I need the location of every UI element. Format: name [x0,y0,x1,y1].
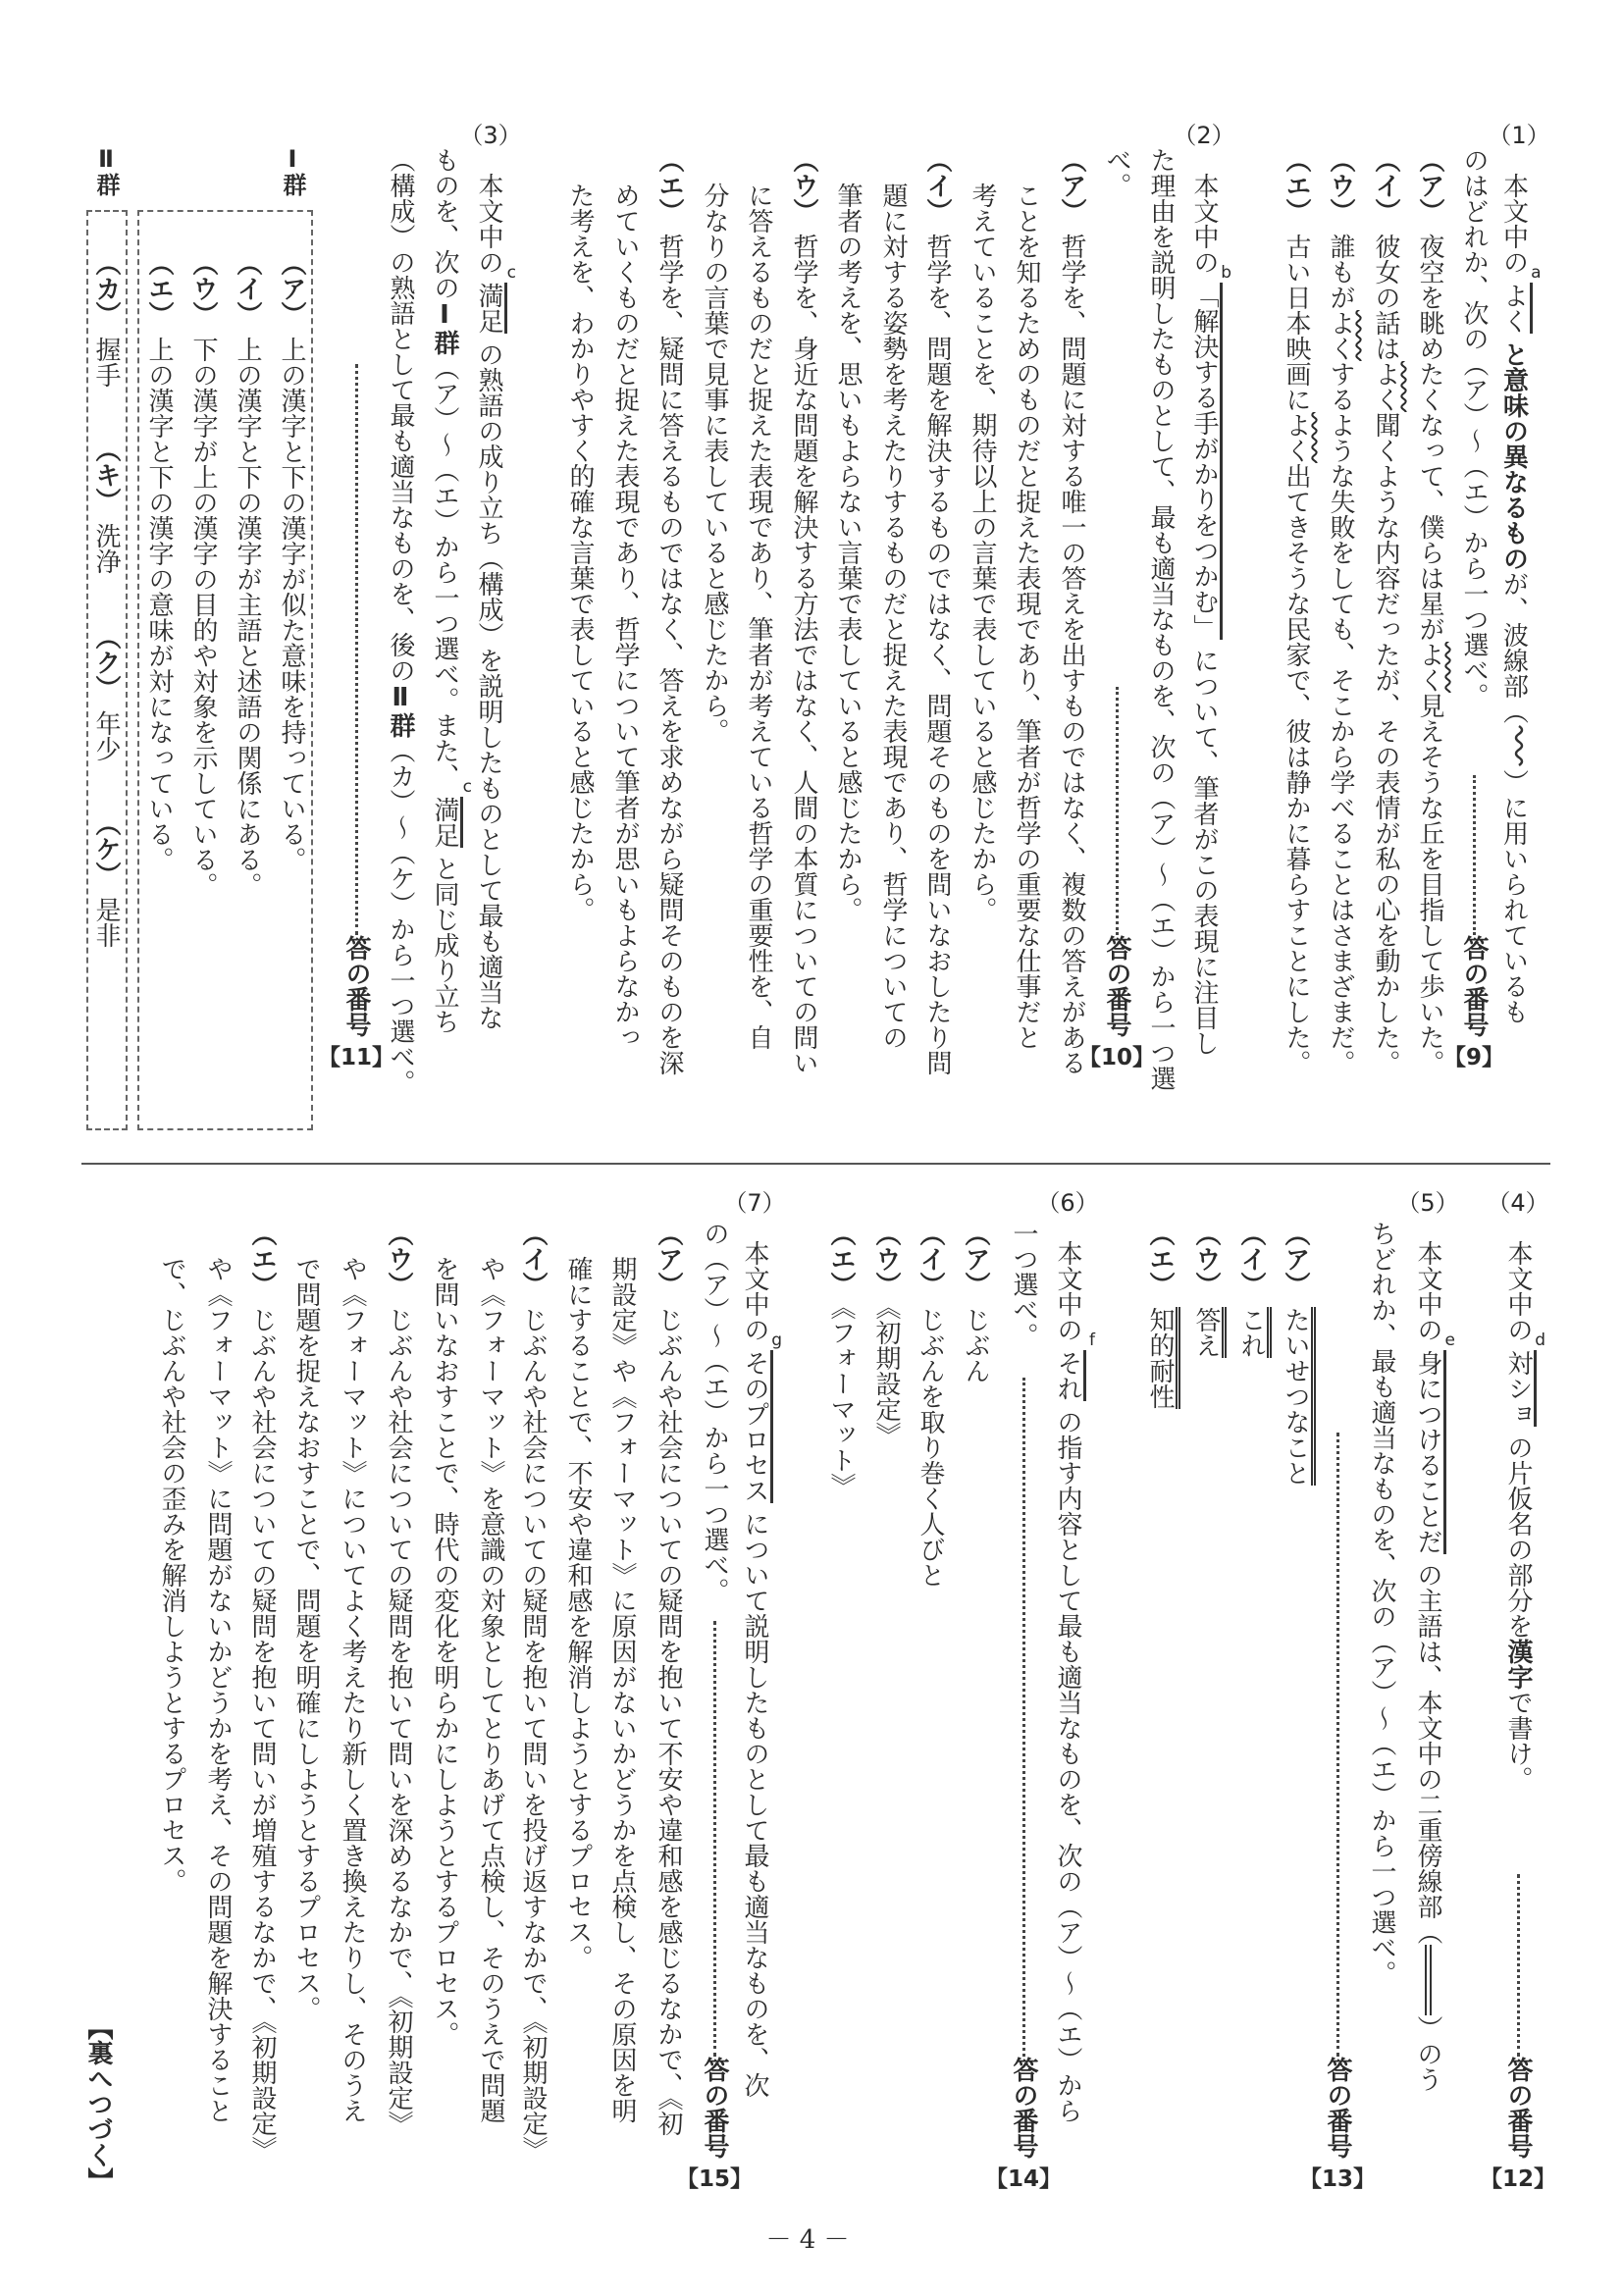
dotted-leader [1022,1378,1025,2057]
q6-prompt-line2: 一つ選べ。 [1009,1221,1038,1348]
group2-option-ka [91,250,121,388]
dotted-leader [713,1621,716,2057]
text-segment: じぶんや社会についての疑問を抱いて問いを深めるなかで、《初期設定》 [384,1307,413,2136]
answer-slot-12 [1480,1874,1557,2193]
question-number-4: （4） [1487,1189,1549,1217]
answer-label: 答の番号 [1009,2057,1038,2159]
text-segment: 本文中の [1413,1240,1442,1342]
text-segment: 誰もが [1326,234,1355,310]
text-segment: 《初期設定》 [871,1307,901,1447]
q3-prompt-line1 [474,173,516,1030]
option-label: （ア） [961,1221,990,1297]
option-label: （ア） [1057,147,1086,224]
dotted-leader [1473,775,1476,935]
underlined-term-d [1503,1331,1545,1427]
q2-option-a-cont: ことを知るためのものだと捉えた表現であり、筆者が哲学の重要な仕事だと [1012,183,1041,1050]
option-label: （ケ） [91,809,121,887]
answer-slot-11 [318,364,395,1071]
text-segment: （構成）の熟語として最も適当なものを、後の [386,147,415,683]
q6-option-a [961,1221,990,1383]
question-number-7: （7） [723,1189,786,1217]
option-label: （ウ） [871,1221,901,1297]
text-segment: の主語は、本文中の二重傍線部（ [1413,1562,1442,1945]
q1-text: ）に用いられているも [1498,769,1529,1024]
group1-option-b [233,250,262,898]
option-label: （ウ） [789,147,818,224]
q1-option-d [1282,147,1311,1075]
option-label: （ウ） [1191,1221,1221,1297]
text-segment: 出てきそうな民家で、彼は静かに暮らすことにした。 [1282,463,1311,1075]
q2-option-b-cont: 筆者の考えを、思いもよらない言葉で表していると感じたから。 [833,183,863,922]
q2-option-d-cont: た考えを、わかりやすく的確な言葉で表していると感じたから。 [565,183,595,922]
text-segment: そのプロセス [740,1350,769,1503]
option-label: （イ） [233,250,262,327]
underlined-term-a [1498,263,1542,334]
answer-slot-9 [1440,775,1508,1071]
text-segment: （カ）～（ケ）から一つ選べ。 [386,738,415,1095]
option-label: （カ） [91,250,121,327]
q1-text: が、波線部（ [1498,571,1529,724]
q2-option-c [789,147,818,1075]
text-segment: について説明したものとして最も適当なものを、次 [740,1511,769,2098]
option-label: （イ） [916,1221,945,1297]
answer-number: 【9】 [1442,1045,1504,1070]
marker-a: a [1531,263,1542,283]
option-label: （エ） [826,1221,856,1297]
text-segment: 聞くような内容だったが、その表情が私の心を動かした。 [1371,412,1400,1075]
q6-option-d [826,1221,856,1498]
q7-option-d-cont: で、じぶんや社会の歪みを解消しようとするプロセス。 [157,1256,186,1894]
q2-option-b [922,147,952,1075]
section-divider [81,1163,1550,1165]
dotted-leader [1336,1433,1339,2057]
q5-option-b [1236,1221,1266,1358]
q2-option-d [654,147,684,1075]
text-segment: じぶんや社会についての疑問を抱いて問いを投げ返すなかで、《初期設定》 [518,1307,548,2162]
wavy-underlined-yoku: よく [1282,412,1311,463]
option-label: （ウ） [384,1221,413,1297]
option-label: （イ） [1236,1221,1266,1297]
group2-options [91,250,121,989]
text-segment: Ⅰ群 [430,300,459,355]
group2-option-ku [91,624,121,761]
text-segment: の熟語の成り立ち（構成）を説明したものとして最も適当な [474,341,503,1030]
text-segment: 上の漢字と下の漢字が似た意味を持っている。 [277,337,306,872]
group2-title: Ⅱ群 [92,145,120,196]
group1-option-d [144,250,174,872]
text-segment: 是非 [91,896,121,948]
q1-option-b [1371,147,1400,1075]
q4-prompt [1503,1240,1545,1792]
marker-b: b [1221,263,1231,283]
option-label: （エ） [1145,1221,1175,1297]
q7-option-b-cont: を問いなおすことで、時代の変化を明らかにしようとするプロセス。 [430,1256,459,2047]
text-segment: （ア）～（エ）から一つ選べ。また、 [430,355,459,789]
answer-slot-15 [676,1621,754,2193]
wavy-line-icon [1508,724,1534,769]
dotted-leader [1517,1874,1520,2057]
text-segment: 満足 [430,797,459,848]
q7-option-d [247,1221,277,2162]
answer-number: 【10】 [1078,1045,1156,1070]
underlined-term-c [430,777,472,848]
underlined-term-g [740,1331,782,1503]
option-label: （エ） [1282,147,1311,224]
text-segment: 答え [1191,1307,1227,1358]
text-segment: 哲学を、疑問に答えるものではなく、答えを求めながら疑問そのものを深 [654,234,684,1075]
text-segment: じぶんを取り巻く人びと [916,1307,945,1588]
option-label: （イ） [922,147,952,224]
text-segment: Ⅱ群 [386,683,415,738]
q1-option-a [1415,147,1444,1075]
q2-option-c-cont: に答えるものだと捉えた表現であり、筆者が考えている哲学の重要性を、自 [744,183,773,1050]
q7-option-a-cont: 期設定》や《フォーマット》に原因がないかどうかを点検し、その原因を明 [607,1256,637,2123]
text-segment: するような失敗をしても、そこから学べることはさまざまだ。 [1326,361,1355,1075]
double-line-icon [1415,1945,1440,2015]
text-segment: 古い日本映画に [1282,234,1311,412]
option-label: （イ） [1371,147,1400,224]
text-segment: 彼女の話は [1371,234,1400,361]
group2-option-ke [91,810,121,948]
underlined-term-e [1413,1331,1455,1554]
q2-option-d-cont: めていくものだと捉えた表現であり、哲学について筆者が思いもよらなかっ [610,183,640,1050]
text-segment: 年少 [91,709,121,761]
text-segment: 上の漢字と下の漢字が主語と述語の関係にある。 [233,337,262,898]
page-number: － 4 － [765,2225,850,2255]
q1-text: 本文中の [1498,173,1529,275]
underlined-term-f [1053,1331,1095,1401]
text-segment: 「解決する手がかりをつかむ」 [1189,283,1219,640]
q7-option-b-cont: や《フォーマット》を意識の対象としてとりあげて点検し、そのうえで問題 [476,1256,505,2123]
dotted-leader [1116,687,1119,935]
text-segment: について、筆者がこの表現に注目し [1189,648,1219,1056]
answer-slot-10 [1078,687,1156,1071]
text-segment: じぶんや社会についての疑問を抱いて不安や違和感を感じるなかで、《初 [654,1307,683,2136]
text-segment: それ [1053,1350,1082,1401]
q5-option-c [1191,1221,1221,1358]
q5-prompt-line2: ちどれか、最も適当なものを、次の（ア）～（エ）から一つ選べ。 [1367,1221,1396,1986]
q5-prompt-line1 [1413,1240,1455,2092]
text-segment: 本文中の [740,1240,769,1342]
q2-option-c-cont: 分なりの言葉で見事に表していると感じたから。 [700,183,729,744]
answer-label: 答の番号 [1323,2057,1352,2159]
group1-option-a [277,250,306,872]
q1-option-c [1326,147,1355,1075]
option-label: （ア） [654,1221,683,1297]
text-segment: 満足 [474,283,503,334]
question-number-6: （6） [1036,1189,1099,1217]
option-label: （ア） [1415,147,1444,224]
answer-label: 答の番号 [1459,935,1489,1037]
text-segment: 本文中の [1189,173,1219,275]
answer-number: 【11】 [318,1045,395,1070]
answer-number: 【12】 [1480,2166,1557,2192]
group1-option-c [188,250,218,898]
underlined-term-c [474,263,516,334]
marker-d: d [1535,1331,1545,1350]
answer-number: 【13】 [1299,2166,1377,2192]
option-label: （ク） [91,623,121,701]
text-segment: の片仮名の部分を [1503,1435,1533,1639]
text-segment: 哲学を、身近な問題を解決する方法ではなく、人間の本質についての問い [789,234,818,1075]
option-label: （キ） [91,437,121,514]
text-segment: よく [1498,283,1529,334]
q7-prompt-line2: の（ア）～（エ）から一つ選べ。 [700,1221,729,1603]
group2-option-ki [91,437,121,574]
text-segment: 《フォーマット》 [826,1307,856,1498]
dotted-leader [355,364,358,935]
q5-option-d [1145,1221,1175,1409]
q6-option-b [916,1221,945,1588]
underlined-term-b [1189,263,1231,640]
answer-slot-13 [1299,1433,1377,2193]
q7-option-c-cont: で問題を捉えなおすことで、問題を明確にしようとするプロセス。 [291,1256,321,2021]
question-number-3: （3） [459,122,522,149]
text-segment: ものを、次の [430,147,459,300]
option-label: （ウ） [188,250,218,327]
marker-c: c [462,777,472,797]
q2-prompt-line2: た理由を説明したものとして、最も適当なものを、次の（ア）～（エ）から一つ選 [1146,147,1176,1091]
question-number-2: （2） [1173,122,1235,149]
text-segment: 漢字 [1503,1639,1533,1690]
option-label: （ウ） [1326,147,1355,224]
q1-prompt-line2: のはどれか、次の（ア）～（エ）から一つ選べ。 [1459,147,1489,708]
wavy-underlined-yoku: よく [1371,361,1400,412]
q2-option-b-cont: 題に対する姿勢を考えたりするものだと捉えた表現であり、哲学についての [878,183,908,1050]
text-segment: ）のう [1413,2015,1442,2092]
option-label: （ア） [1281,1221,1310,1297]
question-number-5: （5） [1396,1189,1459,1217]
text-segment: 本文中の [1503,1240,1533,1342]
text-segment: 上の漢字と下の漢字の意味が対になっている。 [144,337,174,872]
text-segment: じぶんや社会についての疑問を抱いて問いが増殖するなかで、《初期設定》 [247,1307,277,2162]
q7-option-d-cont: や《フォーマット》に問題がないかどうかを考え、その問題を解決すること [203,1256,233,2123]
q6-option-c [871,1221,901,1447]
marker-e: e [1444,1331,1455,1350]
answer-label: 答の番号 [1503,2057,1533,2159]
text-segment: 見えそうな丘を目指して歩いた。 [1415,693,1444,1075]
answer-label: 答の番号 [700,2057,729,2159]
marker-f: f [1089,1331,1095,1350]
q1-bold-text: と意味の異なるもの [1498,341,1529,571]
text-segment: 本文中の [1053,1240,1082,1342]
text-segment: で書け。 [1503,1690,1533,1792]
option-label: （イ） [518,1221,548,1297]
text-segment: 夜空を眺めたくなって、僕らは星が [1415,234,1444,642]
q7-option-a [654,1221,683,2136]
text-segment: これ [1236,1307,1272,1358]
q5-option-a [1281,1221,1310,1486]
marker-c: c [506,263,516,283]
text-segment: 本文中の [474,173,503,275]
q2-prompt-line1 [1189,173,1231,1056]
text-segment: と同じ成り立ち [430,856,459,1034]
wavy-underlined-yoku: よく [1326,310,1355,361]
option-label: （ア） [277,250,306,327]
continue-note: 【裏へつづく】 [83,2014,113,2193]
wavy-underlined-yoku: よく [1415,642,1444,693]
text-segment: 下の漢字が上の漢字の目的や対象を示している。 [188,337,218,898]
text-segment: たいせつなこと [1281,1307,1316,1486]
text-segment: 哲学を、問題に対する唯一の答えを出すものではなく、複数の答えがある [1057,234,1086,1075]
answer-label: 答の番号 [341,935,371,1037]
q7-option-a-cont: 確にすることで、不安や違和感を解消しようとするプロセス。 [563,1256,593,1970]
q7-option-c [384,1221,413,2136]
q2-option-a-cont: 考えていることを、期待以上の言葉で表していると感じたから。 [968,183,997,922]
marker-g: g [771,1331,782,1350]
question-number-1: （1） [1488,122,1550,149]
q1-prompt-line1 [1498,173,1542,1024]
q3-prompt-line2 [430,147,472,1034]
q2-prompt-line3: べ。 [1102,147,1131,198]
answer-slot-14 [985,1378,1063,2193]
text-segment: 哲学を、問題を解決するものではなく、問題そのものを問いなおしたり問 [922,234,952,1075]
answer-number: 【15】 [676,2166,754,2192]
option-label: （エ） [247,1221,277,1297]
q7-option-c-cont: や《フォーマット》についてよく考えたり新しく置き換えたりし、そのうえ [338,1256,367,2123]
text-segment: 知的耐性 [1145,1307,1180,1409]
text-segment: 握手 [91,337,121,388]
text-segment: の指す内容として最も適当なものを、次の（ア）～（エ）から [1053,1409,1082,2123]
option-label: （エ） [144,250,174,327]
text-segment: 身につけることだ [1413,1350,1442,1554]
group1-title: Ⅰ群 [279,145,306,196]
text-segment: 対ショ [1503,1350,1533,1427]
q7-option-b [518,1221,548,2162]
option-label: （エ） [654,147,684,224]
answer-number: 【14】 [985,2166,1063,2192]
q2-option-a [1057,147,1086,1075]
text-segment: じぶん [961,1307,990,1383]
text-segment: 洗浄 [91,523,121,575]
answer-label: 答の番号 [1102,935,1131,1037]
